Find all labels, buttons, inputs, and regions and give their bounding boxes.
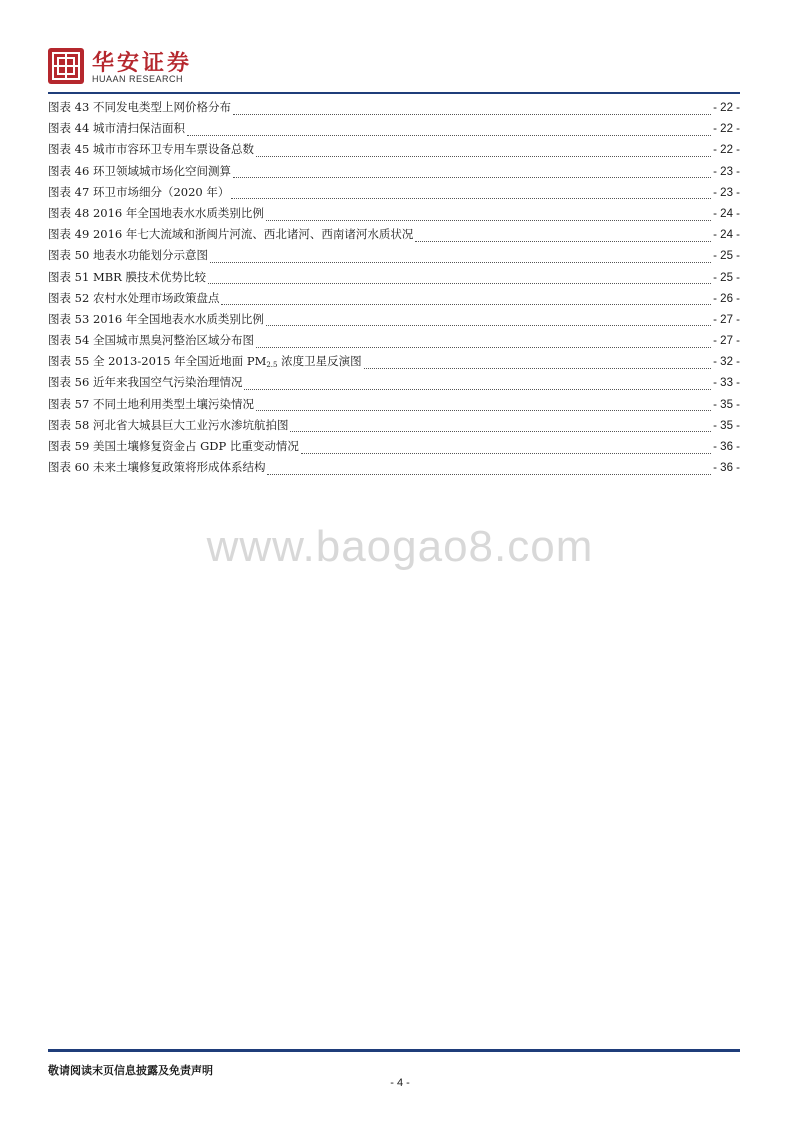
toc-leader-dots xyxy=(364,367,712,369)
toc-leader-dots xyxy=(256,346,711,348)
toc-entry-title: 图表 45 城市市容环卫专用车票设备总数 xyxy=(48,142,254,157)
toc-entry-page: - 22 - xyxy=(713,102,740,114)
toc-leader-dots xyxy=(266,219,711,221)
header-divider xyxy=(48,92,740,94)
huaan-logo-seal-icon xyxy=(48,48,84,84)
toc-entry[interactable] xyxy=(48,247,740,268)
toc-entry-page: - 24 - xyxy=(713,207,740,220)
toc-entry-title: 图表 59 美国土壤修复资金占 GDP 比重变动情况 xyxy=(48,439,299,453)
toc-entry-page: - 26 - xyxy=(713,292,740,305)
toc-entry[interactable] xyxy=(48,290,740,311)
toc-leader-dots xyxy=(244,388,711,390)
toc-entry[interactable] xyxy=(48,163,740,184)
toc-entry-page: - 35 - xyxy=(713,398,740,411)
brand-name-cn: 华安证券 xyxy=(92,51,193,76)
toc-entry[interactable] xyxy=(48,99,740,120)
toc-leader-dots xyxy=(233,176,711,178)
toc-entry-page: - 23 - xyxy=(713,186,740,199)
toc-entry-page: - 25 - xyxy=(713,250,740,263)
page-header xyxy=(48,44,748,92)
toc-entry-page: - 36 - xyxy=(713,441,740,453)
toc-entry[interactable] xyxy=(48,332,740,353)
brand-name-en: HUAAN RESEARCH xyxy=(92,74,184,84)
toc-entry-page: - 35 - xyxy=(713,419,740,432)
toc-entry[interactable] xyxy=(48,459,740,480)
toc-entry-page: - 25 - xyxy=(713,271,740,284)
toc-leader-dots xyxy=(208,282,711,284)
page-number: - 4 - xyxy=(390,1077,410,1089)
toc-entry-page: - 27 - xyxy=(713,335,740,348)
toc-entry[interactable] xyxy=(48,269,740,290)
disclaimer-note: 敬请阅读末页信息披露及免责声明 xyxy=(48,1064,213,1077)
toc-entry[interactable] xyxy=(48,141,740,162)
toc-entry-title: 图表 49 2016 年七大流域和浙闽片河流、西北诸河、西南诸河水质状况 xyxy=(48,227,414,242)
toc-entry-page: - 22 - xyxy=(713,123,740,136)
toc-entry[interactable] xyxy=(48,374,740,395)
toc-leader-dots xyxy=(233,113,711,115)
toc-entry-title: 图表 57 不同土地利用类型土壤污染情况 xyxy=(48,396,254,411)
toc-leader-dots xyxy=(231,197,711,199)
toc-entry-title: 图表 47 环卫市场细分（2020 年） xyxy=(48,184,230,199)
toc-entry-title xyxy=(48,353,362,369)
toc-entry-title: 图表 48 2016 年全国地表水水质类别比例 xyxy=(48,205,264,220)
toc-entry-title: 图表 50 地表水功能划分示意图 xyxy=(48,248,208,263)
toc-entry-title: 图表 54 全国城市黑臭河整治区域分布图 xyxy=(48,333,254,348)
toc-entry-title: 图表 44 城市清扫保洁面积 xyxy=(48,121,185,136)
toc-entry-title-subscript: 2.5 xyxy=(266,361,278,370)
figure-list xyxy=(48,99,740,480)
toc-leader-dots xyxy=(221,303,711,305)
toc-entry-title: 图表 43 不同发电类型上网价格分布 xyxy=(48,100,231,114)
toc-entry-title-post: 浓度卫星反演图 xyxy=(277,354,362,369)
toc-entry-title: 图表 51 MBR 膜技术优势比较 xyxy=(48,269,206,284)
toc-entry-page: - 24 - xyxy=(713,229,740,242)
toc-entry-title: 图表 52 农村水处理市场政策盘点 xyxy=(48,290,220,305)
toc-leader-dots xyxy=(415,240,711,242)
watermark: www.baogao8.com xyxy=(206,522,594,571)
toc-entry-page: - 36 - xyxy=(713,462,740,475)
footer-divider xyxy=(48,1049,740,1052)
toc-leader-dots xyxy=(187,134,711,136)
toc-entry[interactable] xyxy=(48,120,740,141)
toc-leader-dots xyxy=(256,409,711,411)
toc-entry[interactable] xyxy=(48,438,740,459)
toc-leader-dots xyxy=(267,473,711,475)
toc-entry-title: 图表 60 未来土壤修复政策将形成体系结构 xyxy=(48,460,266,475)
toc-leader-dots xyxy=(290,430,711,432)
toc-entry-page: - 23 - xyxy=(713,165,740,178)
toc-leader-dots xyxy=(266,324,711,326)
toc-leader-dots xyxy=(210,261,711,263)
toc-entry-title-pre: 图表 55 全 2013-2015 年全国近地面 PM xyxy=(48,354,267,369)
toc-entry-page: - 22 - xyxy=(713,144,740,157)
toc-entry-title: 图表 58 河北省大城县巨大工业污水渗坑航拍图 xyxy=(48,417,289,432)
toc-entry-page: - 27 - xyxy=(713,313,740,326)
toc-leader-dots xyxy=(256,155,711,157)
toc-entry-title: 图表 53 2016 年全国地表水水质类别比例 xyxy=(48,311,264,326)
toc-entry-page: - 33 - xyxy=(713,377,740,390)
toc-entry[interactable] xyxy=(48,353,740,374)
toc-entry[interactable] xyxy=(48,184,740,205)
toc-leader-dots xyxy=(301,452,711,454)
toc-entry-page: - 32 - xyxy=(713,356,740,369)
toc-entry-title: 图表 46 环卫领域城市场化空间测算 xyxy=(48,163,231,178)
toc-entry[interactable] xyxy=(48,396,740,417)
toc-entry[interactable] xyxy=(48,226,740,247)
toc-entry[interactable] xyxy=(48,417,740,438)
toc-entry[interactable] xyxy=(48,311,740,332)
toc-entry-title: 图表 56 近年来我国空气污染治理情况 xyxy=(48,375,243,390)
toc-entry[interactable] xyxy=(48,205,740,226)
